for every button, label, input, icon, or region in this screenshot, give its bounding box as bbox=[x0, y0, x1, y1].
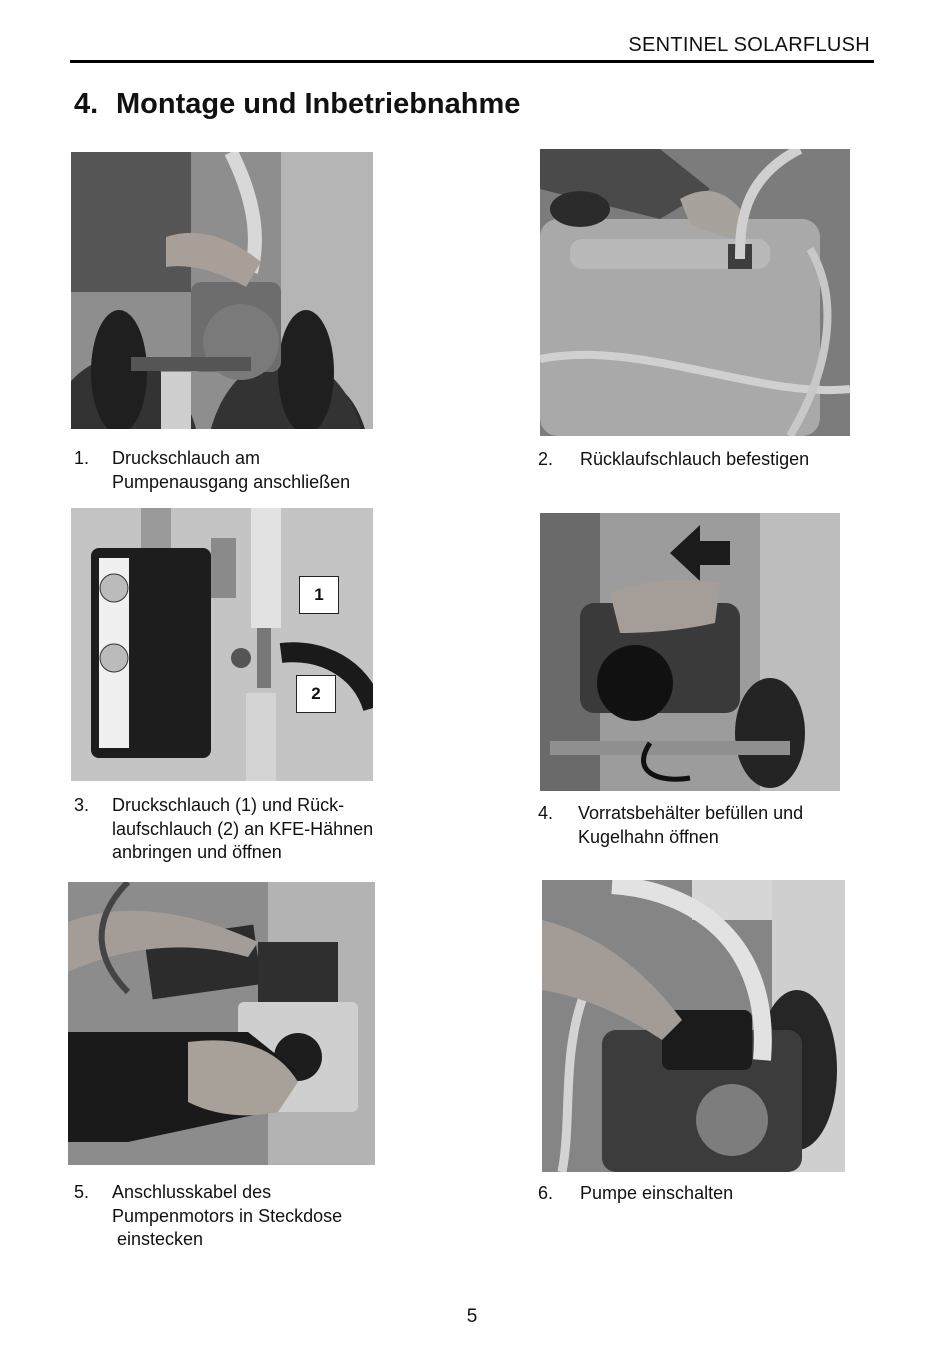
photo-kfe-valves bbox=[71, 508, 373, 781]
section-heading: Montage und Inbetriebnahme bbox=[116, 88, 521, 120]
caption-step-5 bbox=[74, 1181, 414, 1253]
caption-step-2 bbox=[538, 448, 858, 474]
step-text: Anschlusskabel des Pumpenmotors in Steckdose einstecken bbox=[112, 1182, 343, 1249]
step-number: 2. bbox=[538, 449, 554, 469]
photo-reservoir-ball-valve bbox=[540, 513, 840, 791]
photo-plug-into-socket bbox=[68, 882, 375, 1165]
step-number: 3. bbox=[74, 795, 90, 815]
step-text: Druckschlauch (1) und Rück- laufschlauch (2) an KFE-Hähnen anbringen und öffnen bbox=[112, 795, 374, 862]
step-number: 1. bbox=[74, 448, 90, 468]
section-title bbox=[74, 88, 520, 121]
step-number: 5. bbox=[74, 1182, 90, 1202]
caption-step-4 bbox=[538, 802, 858, 852]
photo-return-hose-canister bbox=[540, 149, 850, 436]
callout-1: 1 bbox=[299, 576, 339, 614]
page-number: 5 bbox=[466, 1306, 478, 1327]
header-rule bbox=[70, 60, 874, 63]
callout-2: 2 bbox=[296, 675, 336, 713]
step-number: 4. bbox=[538, 803, 554, 823]
section-number: 4. bbox=[74, 88, 99, 120]
caption-step-3 bbox=[74, 794, 434, 866]
step-text: Vorratsbehälter befüllen und Kugelhahn öffnen bbox=[578, 803, 804, 847]
caption-step-1 bbox=[74, 447, 394, 497]
step-text: Pumpe einschalten bbox=[580, 1183, 734, 1203]
running-header: SENTINEL SOLARFLUSH bbox=[628, 34, 870, 56]
photo-switch-on-pump bbox=[542, 880, 845, 1172]
step-number: 6. bbox=[538, 1183, 554, 1203]
caption-step-6 bbox=[538, 1182, 858, 1208]
photo-pump-outlet-hose bbox=[71, 152, 373, 429]
step-text: Druckschlauch am Pumpenausgang anschließen bbox=[112, 448, 351, 492]
step-text: Rücklaufschlauch befestigen bbox=[580, 449, 810, 469]
